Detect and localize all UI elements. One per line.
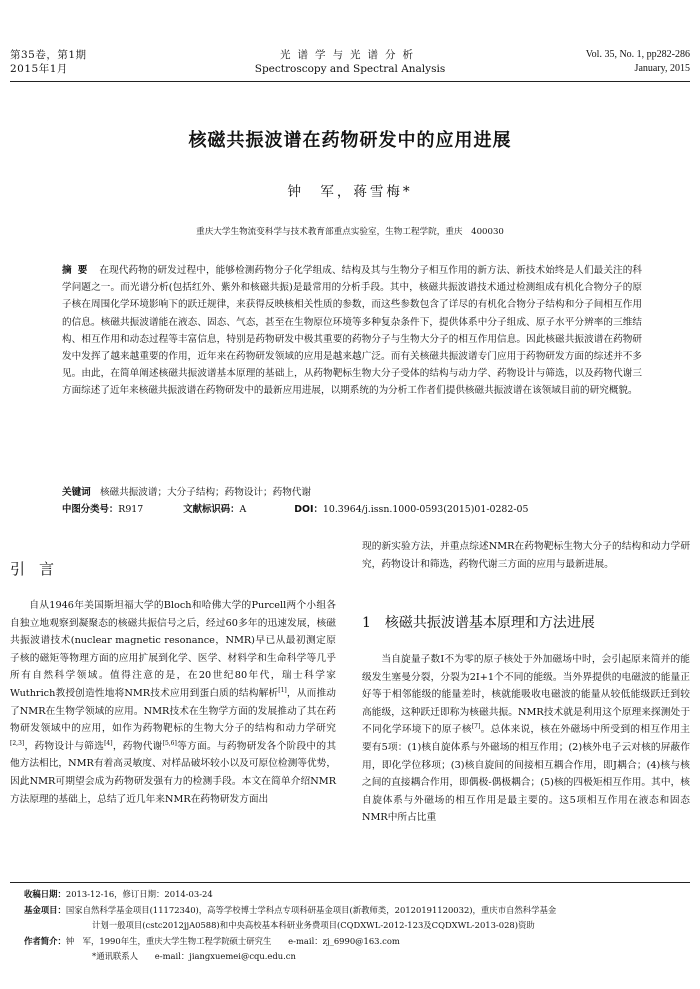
paper-authors: 钟 军，蒋雪梅* <box>287 184 413 200</box>
abstract-text: 在现代药物的研发过程中，能够检测药物分子化学组成、结构及其与生物分子相互作用的新方法、新技术始终是人们最关注的科学问题之一。而光谱分析(包括红外、紫外和核磁共振)是最常用的分析手段。其中，核磁共振波谱技术通过检测组成有机化合物分子的原子核在周围化学环境影响下的跃迁规律，来获得反映核相关性质的参数，而这些参数包含了详尽的有机化合物分子结构和分子间相互作用的信息。核磁共振波谱能在液态、固态、气态，甚至在生物原位环境等多种复杂条件下，提供体系中分子组成、原子水平分辨率的三维结构、相互作用和动态过程等丰富信息，特别是药物研发中极其重要的药物分子与生物大分子的相互作用信息。因此核磁共振波谱在药物研发中发挥了越来越重要的作用，近年来在药物研发领域的应用是越来越广泛。而有关核磁共振波谱专门应用于药物研发方面的综述并不多见。由此，在简单阐述核磁共振波谱基本原理的基础上，从药物靶标生物大分子受体的结构与动力学、药物设计与筛选，以及药物代谢三方面综述了近年来核磁共振波谱在药物研发中的最新应用进展，以期系统的为分析工作者们提供核磁共振波谱在该领域目前的研究概貌。 <box>62 265 643 397</box>
section-number: 1 <box>362 615 371 631</box>
doi-label: DOI： <box>294 504 323 515</box>
intro-continuation: 现的新实验方法，并重点综述NMR在药物靶标生物大分子的结构和动力学研究，药物设计和筛选，药物代谢三方面的应用与最新进展。 <box>362 541 690 570</box>
section-1-heading <box>362 612 595 632</box>
section-1-body: 当自旋量子数I不为零的原子核处于外加磁场中时，会引起原来简并的能级发生塞曼分裂，分裂为2I+1个不同的能级。当外界提供的电磁波的能量正好等于相邻能级的能量差时，核就能吸收电磁波的能量从较低能级跃迁到较高能级，这种跃迁即称为核磁共振。NMR技术就是利用这个原理来探测处于不同化学环境下的原子核[7]。总体来说，核在外磁场中所受到的相互作用主要有5项：(1)核自旋体系与外磁场的相互作用；(2)核外电子云对核的屏蔽作用，即化学位移项；(3)核自旋间的间接相互耦合作用，即J耦合；(4)核与核之间的直接耦合作用，即偶极-偶极耦合；(5)核的四极矩相互作用。其中，核自旋体系与外磁场的相互作用是最主要的。这5项相互作用在液态和固态NMR中所占比重 <box>362 654 690 824</box>
keywords-label: 关键词 <box>62 487 91 498</box>
journal-name: 光谱学与光谱分析 Spectroscopy and Spectral Analysis <box>254 49 446 75</box>
citation: [7] <box>471 723 481 731</box>
clc-value: R917 <box>118 504 144 515</box>
footnote-received: 收稿日期： 2013-12-16，修订日期：2014-03-24 <box>24 889 213 899</box>
doi-value: 10.3964/j.issn.1000-0593(2015)01-0282-05 <box>322 504 529 515</box>
citation: [2,3] <box>10 739 25 747</box>
section-title: 核磁共振波谱基本原理和方法进展 <box>384 615 595 631</box>
author-affiliation: 重庆大学生物流变科学与技术教育部重点实验室，生物工程学院，重庆 400030 <box>196 227 504 237</box>
keywords <box>62 485 642 501</box>
intro-paragraph: 自从1946年美国斯坦福大学的Bloch和哈佛大学的Purcell两个小组各自独立地观察到凝聚态的核磁共振信号之后，经过60多年的迅速发展，核磁共振波谱技术(nuclear magnetic resonance，NMR)早已从最初测定原子核的磁矩等物理方面的应用扩展到化学、医学、材料学和生命科学等几乎所有自然科学领域。值得注意的是，在20世纪80年代，瑞士科学家Wuthrich教授创造性地将NMR技术应用到蛋白质的结构解析[1]，从而推动了NMR在生物学领域的应用。NMR技术在生物学方面的发展推动了其在药物研发领域中的应用，如作为药物靶标的生物大分子的结构和动力学研究[2,3]，药物设计与筛选[4]，药物代谢[5,6]等方面。与药物研发各个阶段中的其他方法相比，NMR有着高灵敏度、对样品破坏较小以及可原位检测等优势，因此NMR可期望会成为药物研发强有力的检测手段。本文在简单介绍NMR方法原理的基础上，总结了近几年来NMR在药物研发方面出 <box>10 600 337 805</box>
classification-line <box>62 502 642 518</box>
footnote-funding: 基金项目： 国家自然科学基金项目(11172340)，高等学校博士学科点专项科研基金项目(新教师类，20120191120032)，重庆市自然科学基金 <box>24 904 557 915</box>
running-header <box>10 48 690 82</box>
intro-heading: 引言 <box>10 560 69 578</box>
intro-body <box>10 597 336 808</box>
footnote-author: 作者简介： 钟 军，1990年生，重庆大学生物工程学院硕士研究生 e-mail：zj_6990@163.com <box>24 935 400 946</box>
abstract <box>62 262 642 400</box>
footnotes <box>10 882 690 965</box>
doc-code-label: 文献标识码： <box>183 504 240 515</box>
paper-title: 核磁共振波谱在药物研发中的应用进展 <box>188 130 512 151</box>
footnote-funding-cont: 计划一般项目(cstc2012jjA0588)和中央高校基本科研业务费项目(CQDXWL-2012-123及CQDXWL-2013-028)资助 <box>92 920 535 931</box>
citation: [5,6] <box>162 739 177 747</box>
journal-issue-info: Vol. 35, No. 1, pp282-286 January, 2015 <box>585 49 690 74</box>
journal-volume-info: 第35卷，第1期 2015年1月 <box>10 49 87 75</box>
clc-label: 中图分类号： <box>62 504 119 515</box>
citation: [1] <box>278 686 287 694</box>
abstract-label: 摘要 <box>62 265 94 276</box>
keywords-text: 核磁共振波谱；大分子结构；药物设计；药物代谢 <box>99 487 311 498</box>
footnote-corresponding: *通讯联系人 e-mail：jiangxuemei@cqu.edu.cn <box>92 951 296 962</box>
citation: [4] <box>104 739 113 747</box>
doc-code-value: A <box>239 504 247 515</box>
